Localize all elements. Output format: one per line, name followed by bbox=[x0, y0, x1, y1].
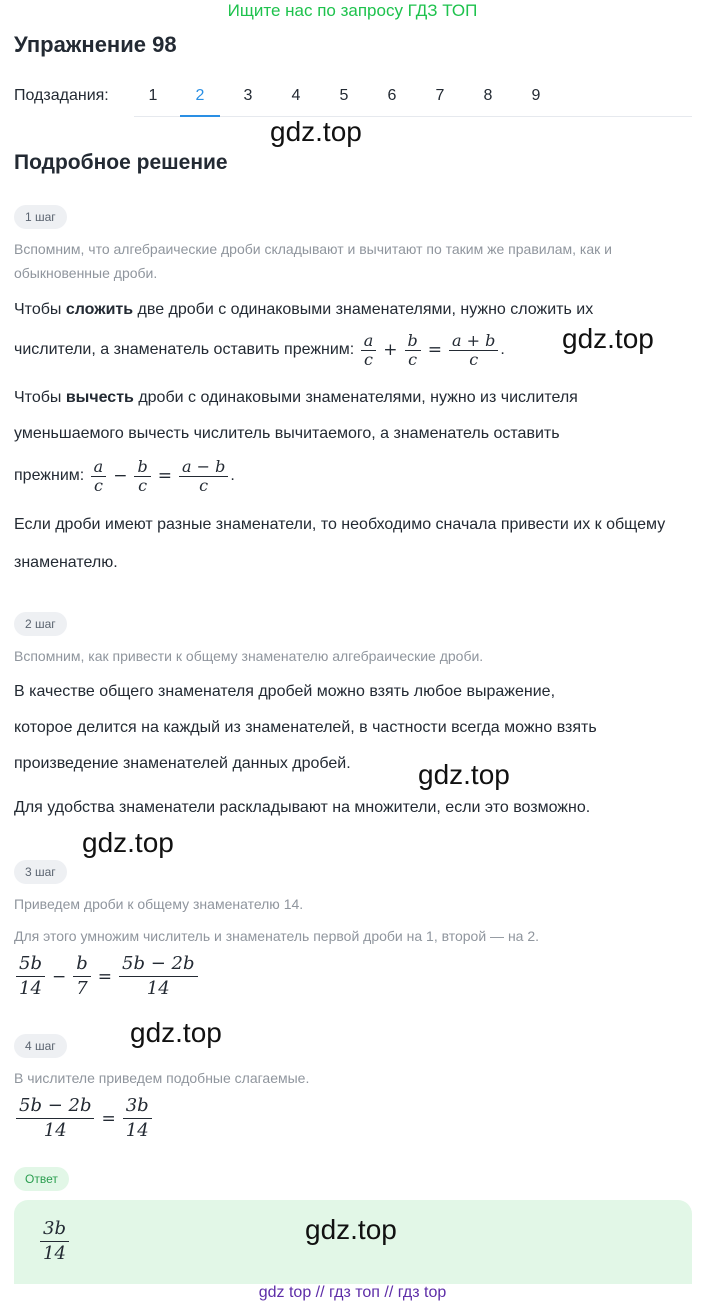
fraction-b-over-c: $\frac{b}{c}$ bbox=[405, 332, 421, 369]
tab-subtask-1[interactable]: 1 bbox=[148, 87, 158, 104]
answer-fraction: $\frac{3b}{14}$ bbox=[40, 1217, 69, 1266]
tab-subtask-6[interactable]: 6 bbox=[387, 87, 397, 104]
step-badge-2: 2 шаг bbox=[14, 612, 67, 636]
tab-subtask-3[interactable]: 3 bbox=[243, 87, 253, 104]
footer-link-2[interactable]: гдз топ bbox=[329, 1284, 380, 1301]
tab-subtask-8[interactable]: 8 bbox=[483, 87, 493, 104]
solution-heading: Подробное решение bbox=[14, 151, 228, 174]
step-3-equation bbox=[14, 952, 200, 1001]
add-rule-line2: числители, а знаменатель оставить прежним: $\frac{a}{c}$ + $\frac{b}{c}$ = $\frac{a + b}{c}$ . bbox=[14, 324, 505, 376]
sub-rule-bold: вычесть bbox=[65, 389, 134, 406]
fraction-difference: $\frac{a - b}{c}$ bbox=[179, 458, 228, 495]
answer-badge: Ответ bbox=[14, 1167, 69, 1191]
fraction-5b-minus-2b-over-14: $\frac{5b - 2b}{14}$ bbox=[16, 1094, 94, 1143]
minus-sign: − bbox=[51, 966, 67, 987]
plus-sign: + bbox=[383, 340, 398, 360]
tab-subtask-9[interactable]: 9 bbox=[531, 87, 541, 104]
add-rule-line1 bbox=[14, 292, 593, 328]
fraction-a-over-c: $\frac{a}{c}$ bbox=[91, 458, 107, 495]
watermark: gdz.top bbox=[82, 827, 174, 858]
step-2-line4: Для удобства знаменатели раскладывают на множители, если это возможно. bbox=[14, 799, 591, 816]
footer-links bbox=[0, 1281, 705, 1305]
add-rule-text: числители, а знаменатель оставить прежним: bbox=[14, 341, 359, 359]
step-2-line3: произведение знаменателей данных дробей. bbox=[14, 755, 351, 772]
add-rule-post: две дроби с одинаковыми знаменателями, нужно сложить их bbox=[133, 301, 594, 318]
sub-rule-post: дроби с одинаковыми знаменателями, нужно из числителя bbox=[133, 389, 578, 406]
footer-separator: // bbox=[315, 1284, 325, 1301]
watermark: gdz.top bbox=[562, 323, 654, 354]
equals-sign: = bbox=[101, 1108, 116, 1129]
fraction-a-over-c: $\frac{a}{c}$ bbox=[361, 332, 377, 369]
footer-separator: // bbox=[384, 1284, 394, 1301]
exercise-title: Упражнение 98 bbox=[14, 32, 177, 57]
sub-rule-line3: прежним: $\frac{a}{c}$ − $\frac{b}{c}$ = $\frac{a - b}{c}$ . bbox=[14, 450, 235, 502]
watermark: gdz.top bbox=[305, 1214, 397, 1245]
equals-sign: = bbox=[427, 340, 442, 360]
tab-subtask-5[interactable]: 5 bbox=[339, 87, 349, 104]
watermark: gdz.top bbox=[418, 759, 510, 790]
subtasks-label: Подзадания: bbox=[14, 87, 109, 104]
minus-sign: − bbox=[113, 466, 128, 486]
footer-link-3[interactable]: гдз top bbox=[397, 1284, 447, 1301]
fraction-b-over-c: $\frac{b}{c}$ bbox=[134, 458, 150, 495]
add-rule-bold: сложить bbox=[65, 301, 134, 318]
tab-subtask-4[interactable]: 4 bbox=[291, 87, 301, 104]
add-rule-pre: Чтобы bbox=[14, 301, 66, 318]
step-1-hint: Вспомним, что алгебраические дроби складывают и вычитают по таким же правилам, как и обыкновенные дроби. bbox=[14, 241, 612, 281]
step-badge-4: 4 шаг bbox=[14, 1034, 67, 1058]
step-3-hint-1: Приведем дроби к общему знаменателю 14. bbox=[14, 896, 304, 912]
equals-sign: = bbox=[97, 966, 113, 987]
fraction-b-over-7: $\frac{b}{7}$ bbox=[73, 952, 91, 1001]
sub-rule-line1 bbox=[14, 380, 578, 416]
step-4-equation bbox=[14, 1094, 154, 1143]
sub-rule-line2: уменьшаемого вычесть числитель вычитаемого, а знаменатель оставить bbox=[14, 425, 560, 442]
step-badge-1: 1 шаг bbox=[14, 205, 67, 229]
step-badge-3: 3 шаг bbox=[14, 860, 67, 884]
step-2-line2: которое делится на каждый из знаменателей, в частности всегда можно взять bbox=[14, 719, 597, 736]
fraction-3b-over-14: $\frac{3b}{14}$ bbox=[123, 1094, 152, 1143]
fraction-5b-minus-2b-over-14: $\frac{5b - 2b}{14}$ bbox=[119, 952, 197, 1001]
promo-banner[interactable]: Ищите нас по запросу ГДЗ ТОП bbox=[227, 1, 478, 20]
step-3-hint-2: Для этого умножим числитель и знаменатель первой дроби на 1, второй — на 2. bbox=[14, 928, 540, 944]
step-2-hint: Вспомним, как привести к общему знаменателю алгебраические дроби. bbox=[14, 648, 484, 664]
footer-link-1[interactable]: gdz top bbox=[258, 1284, 312, 1301]
tab-subtask-7[interactable]: 7 bbox=[435, 87, 445, 104]
sub-rule-pre: Чтобы bbox=[14, 389, 66, 406]
equals-sign: = bbox=[157, 466, 172, 486]
fraction-5b-over-14: $\frac{5b}{14}$ bbox=[16, 952, 45, 1001]
step-2-line1: В качестве общего знаменателя дробей можно взять любое выражение, bbox=[14, 683, 556, 700]
watermark: gdz.top bbox=[270, 116, 362, 147]
fraction-sum: $\frac{a + b}{c}$ bbox=[449, 332, 498, 369]
step-4-hint: В числителе приведем подобные слагаемые. bbox=[14, 1070, 310, 1086]
tab-subtask-2[interactable]: 2 bbox=[180, 85, 220, 116]
watermark: gdz.top bbox=[130, 1017, 222, 1048]
subtasks-nav bbox=[14, 84, 692, 118]
different-denominators-text: Если дроби имеют разные знаменатели, то необходимо сначала привести их к общему знаменателю. bbox=[14, 516, 666, 571]
sub-rule-text: прежним: bbox=[14, 467, 89, 485]
